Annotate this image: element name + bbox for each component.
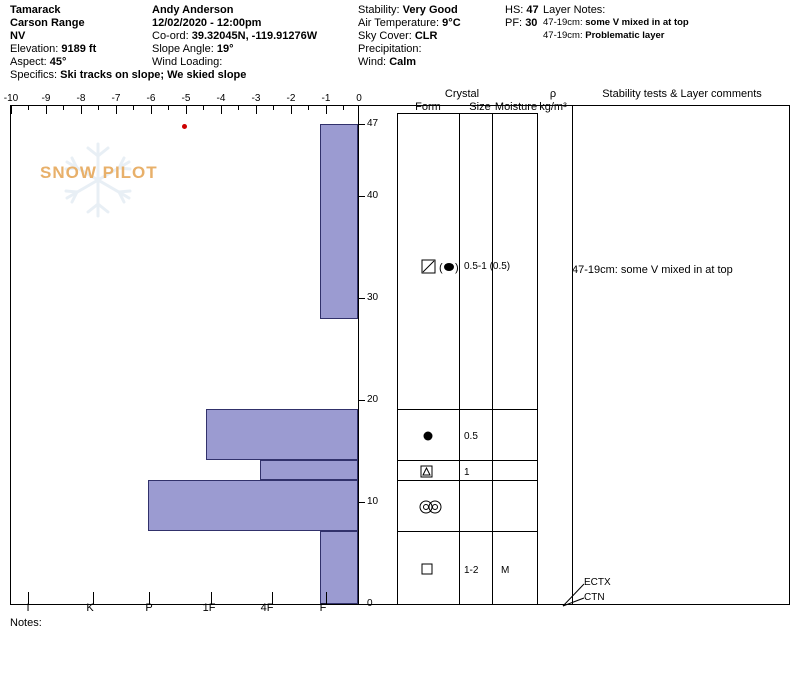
- layer-note-range-1: 47-19cm:: [543, 30, 583, 41]
- hardness-label-F: F: [319, 602, 327, 614]
- grain-size-layer-1: 0.5: [464, 431, 478, 442]
- layer-comment-0: 47-19cm: some V mixed in at top: [572, 264, 733, 276]
- hardness-label-K: K: [86, 602, 94, 614]
- coord-value: 39.32045N, -119.91276W: [191, 30, 318, 42]
- hardness-label-4F: 4F: [260, 602, 274, 614]
- density-symbol-header: ρ: [549, 88, 557, 100]
- wind-label: Wind:: [358, 56, 387, 68]
- layer-note-range-0: 47-19cm:: [543, 17, 583, 28]
- stability-label: Stability:: [358, 4, 400, 16]
- stability-test-label-ctn: CTN: [584, 592, 605, 603]
- pf-value: 30: [525, 17, 538, 29]
- x-tick-label-8: -2: [286, 93, 296, 104]
- depth-label-40: 40: [367, 190, 379, 201]
- depth-label-0: 0: [367, 598, 373, 609]
- svg-text:): ): [455, 262, 459, 274]
- stability-comments-header: Stability tests & Layer comments: [602, 88, 762, 100]
- svg-text:(: (: [439, 262, 443, 274]
- x-tick-label-2: -8: [76, 93, 86, 104]
- slope-angle-label: Slope Angle:: [152, 43, 214, 55]
- x-tick-label-9: -1: [321, 93, 331, 104]
- x-tick-label-0: -10: [3, 93, 19, 104]
- specifics-label: Specifics:: [10, 69, 58, 81]
- mountain-range: Carson Range: [10, 17, 85, 29]
- layer-note-text-1: Problematic layer: [585, 30, 665, 41]
- aspect-value: 45°: [49, 56, 67, 68]
- layer-bar-2[interactable]: [260, 460, 358, 480]
- hs-label: HS:: [505, 4, 524, 16]
- grain-size-layer-0: 0.5-1 (0.5): [464, 261, 511, 272]
- aspect-label: Aspect:: [10, 56, 47, 68]
- air-temperature-point: [182, 124, 187, 129]
- elevation-label: Elevation:: [10, 43, 59, 55]
- state: NV: [10, 30, 26, 42]
- layer-bar-3[interactable]: [148, 480, 358, 531]
- depth-label-30: 30: [367, 292, 379, 303]
- grain-symbol-layer-2: [419, 464, 439, 483]
- density-units-header: kg/m³: [539, 101, 567, 113]
- layer-notes-title: Layer Notes:: [543, 4, 606, 16]
- depth-label-47: 47: [367, 118, 379, 129]
- grain-moisture-layer-4: M: [501, 565, 510, 576]
- grain-size-layer-4: 1-2: [464, 565, 479, 576]
- stability-test-label-ectx: ECTX: [584, 577, 611, 588]
- grain-symbol-layer-1: [420, 428, 440, 447]
- precipitation-label: Precipitation:: [358, 43, 422, 55]
- air-temperature-label: Air Temperature:: [358, 17, 440, 29]
- layer-note-text-0: some V mixed in at top: [585, 17, 689, 28]
- site-name: Tamarack: [10, 4, 61, 16]
- grain-symbol-layer-0: [420, 258, 460, 279]
- depth-label-20: 20: [367, 394, 379, 405]
- watermark-label: SNOW PILOT: [40, 163, 158, 182]
- header-column-layer-notes: [543, 4, 689, 43]
- header-column-observer: [152, 4, 317, 69]
- x-tick-label-1: -9: [41, 93, 51, 104]
- moisture-header: Moisture: [494, 101, 538, 113]
- sky-cover-label: Sky Cover:: [358, 30, 412, 42]
- grain-size-layer-2: 1: [464, 467, 470, 478]
- hardness-label-P: P: [145, 602, 153, 614]
- x-tick-label-7: -3: [251, 93, 261, 104]
- notes-label: Notes:: [10, 617, 42, 629]
- observation-datetime: 12/02/2020 - 12:00pm: [152, 17, 262, 29]
- crystal-group-header: Crystal: [444, 88, 480, 100]
- x-tick-label-4: -6: [146, 93, 156, 104]
- slope-angle-value: 19°: [216, 43, 234, 55]
- hardness-label-1F: 1F: [202, 602, 216, 614]
- size-header: Size: [469, 101, 491, 113]
- depth-axis: [358, 105, 359, 605]
- hardness-label-I: I: [26, 602, 30, 614]
- wind-value: Calm: [389, 56, 417, 68]
- specifics-value: Ski tracks on slope; We skied slope: [60, 69, 247, 81]
- x-tick-label-3: -7: [111, 93, 121, 104]
- pf-label: PF:: [505, 17, 523, 29]
- grain-symbol-layer-3: [418, 499, 444, 518]
- depth-label-10: 10: [367, 496, 379, 507]
- sky-cover-value: CLR: [414, 30, 438, 42]
- hs-value: 47: [526, 4, 539, 16]
- header-column-weather: [358, 4, 461, 69]
- elevation-value: 9189 ft: [61, 43, 97, 55]
- observer-name: Andy Anderson: [152, 4, 234, 16]
- x-tick-label-6: -4: [216, 93, 226, 104]
- wind-loading-label: Wind Loading:: [152, 56, 223, 68]
- form-header: Form: [415, 101, 441, 113]
- air-temperature-value: 9°C: [442, 17, 461, 29]
- layer-bar-1[interactable]: [206, 409, 358, 460]
- coord-label: Co-ord:: [152, 30, 189, 42]
- header-column-depths: [505, 4, 539, 30]
- grain-symbol-layer-4: [420, 562, 440, 581]
- layer-bar-0[interactable]: [320, 124, 358, 319]
- stability-value: Very Good: [402, 4, 458, 16]
- x-tick-label-10: 0: [356, 93, 362, 104]
- x-tick-label-5: -5: [181, 93, 191, 104]
